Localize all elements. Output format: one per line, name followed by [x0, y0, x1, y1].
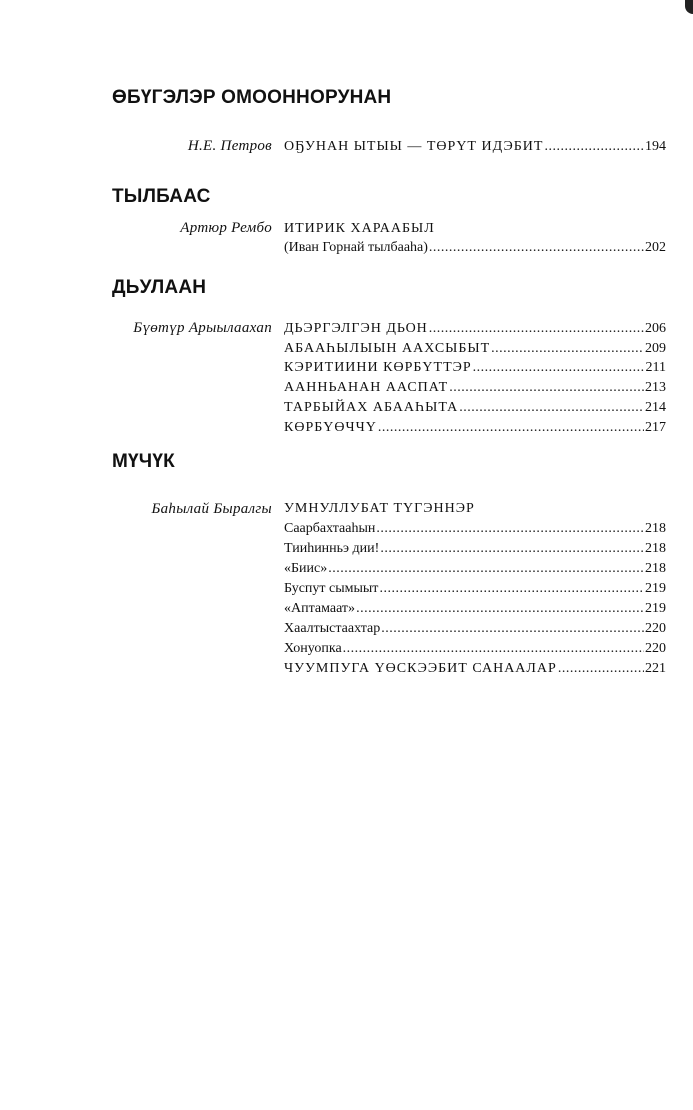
dot-leader	[558, 660, 644, 678]
page-number: 213	[645, 380, 666, 395]
page-number: 218	[645, 561, 666, 576]
dot-leader	[356, 600, 644, 618]
dot-leader	[491, 340, 644, 358]
work-title: ИТИРИК ХАРААБЫЛ	[284, 221, 435, 236]
dot-leader	[429, 320, 644, 338]
page-number: 219	[645, 601, 666, 616]
page-number: 214	[645, 400, 666, 415]
author-name: Н.Е. Петров	[187, 138, 272, 154]
entry-title: «Биис»	[284, 561, 328, 576]
entry-title: ДЬЭРГЭЛГЭН ДЬОН	[284, 321, 428, 336]
page-number: 202	[645, 240, 666, 255]
page-number: 221	[645, 661, 666, 676]
entry-title: (Иван Горнай тылбааһа)	[284, 240, 428, 255]
section-heading: ДЬУЛААН	[112, 277, 207, 298]
toc-entry[interactable]	[284, 359, 666, 377]
dot-leader	[449, 379, 644, 397]
dot-leader	[328, 560, 644, 578]
entry-title: КӨРБҮӨЧЧҮ	[284, 420, 377, 435]
entry-title: Хаалтыстаахтар	[284, 621, 381, 636]
page-number: 219	[645, 581, 666, 596]
dot-leader	[473, 359, 645, 377]
toc-entry[interactable]	[284, 600, 666, 618]
toc-entry[interactable]	[284, 560, 666, 578]
dot-leader	[459, 399, 644, 417]
entry-title: АБААҺЫЛЫЫН ААХСЫБЫТ	[284, 341, 491, 356]
toc-entry[interactable]	[284, 520, 666, 538]
toc-entry[interactable]	[284, 239, 666, 257]
entry-title: ТАРБЫЙАХ АБААҺЫТА	[284, 400, 459, 415]
toc-entry[interactable]	[284, 138, 666, 156]
entry-title: Буспут сымыыт	[284, 581, 379, 596]
dot-leader	[376, 520, 644, 538]
page-number: 220	[645, 621, 666, 636]
author-name: Баһылай Быралгы	[151, 501, 272, 517]
page-number: 206	[645, 321, 666, 336]
toc-entry[interactable]	[284, 640, 666, 658]
dot-leader	[381, 620, 644, 638]
toc-entry[interactable]	[284, 419, 666, 437]
toc-entry[interactable]	[284, 620, 666, 638]
entry-title: Хонуопка	[284, 641, 342, 656]
entry-title: ААННЬАНАН ААСПАТ	[284, 380, 449, 395]
entry-title: Тииһинньэ дии!	[284, 541, 380, 556]
section-heading: ТЫЛБААС	[112, 186, 211, 207]
dot-leader	[429, 239, 644, 257]
page-number: 209	[645, 341, 666, 356]
section-heading: МҮЧҮК	[112, 451, 175, 472]
work-title: УМНУЛЛУБАТ ТҮГЭННЭР	[284, 501, 475, 516]
entry-title: ЧУУМПУГА ҮӨСКЭЭБИТ САНААЛАР	[284, 661, 557, 676]
toc-entry[interactable]	[284, 320, 666, 338]
toc-entry[interactable]	[284, 340, 666, 358]
toc-entry[interactable]	[284, 580, 666, 598]
dot-leader	[343, 640, 644, 658]
page-number: 217	[645, 420, 666, 435]
page-number: 220	[645, 641, 666, 656]
toc-entry[interactable]	[284, 540, 666, 558]
entry-title: КЭРИТИИНИ КӨРБҮТТЭР	[284, 360, 472, 375]
dot-leader	[380, 540, 644, 558]
toc-entry[interactable]	[284, 399, 666, 417]
page-number: 194	[645, 139, 666, 154]
author-name: Артюр Рембо	[180, 220, 272, 236]
entry-title: Саарбахтааһын	[284, 521, 376, 536]
toc-entry[interactable]	[284, 379, 666, 397]
section-heading: ӨБҮГЭЛЭР ОМООННОРУНАН	[112, 87, 392, 108]
page-number: 218	[645, 521, 666, 536]
author-name: Бүөтүр Арыылаахап	[133, 320, 272, 336]
page-number: 211	[645, 360, 666, 375]
entry-title: ОҔУНАН ЫТЫЫ — ТӨРҮТ ИДЭБИТ	[284, 139, 544, 154]
dot-leader	[544, 138, 644, 156]
dot-leader	[379, 580, 644, 598]
entry-title: «Аптамаат»	[284, 601, 356, 616]
page-number: 218	[645, 541, 666, 556]
toc-entry[interactable]	[284, 660, 666, 678]
dot-leader	[378, 419, 644, 437]
